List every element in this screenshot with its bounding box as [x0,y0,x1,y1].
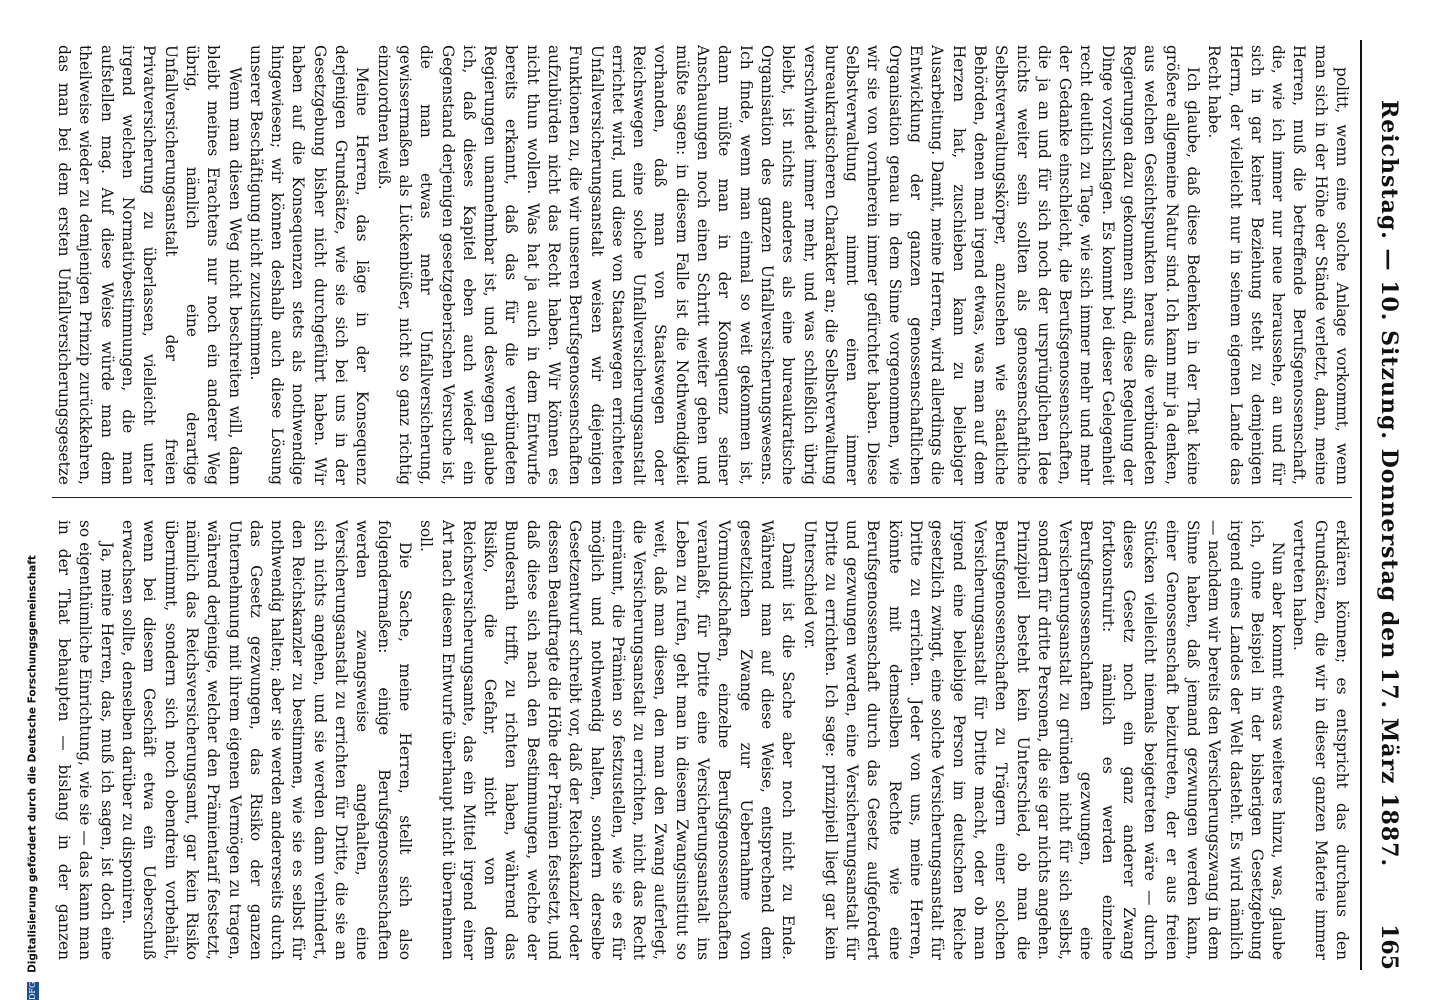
right-column [52,520,1352,960]
page-header [1372,40,1402,970]
left-column [52,45,1352,485]
paragraph: Wenn man diesen Weg nicht beschreiten will, dann bleibt meines Erachtens nur noch ein anderer Weg übrig, nämlich eine derartige Unfallversicherungsanstalt der freien Privatversicherung zu überlassen, vielleicht unter irgend welchen Normativbestimmungen, die man aufstellen mag. Auf diese Weise würde man dem theilweise wieder zu demjenigen Prinzip zurückkehren, das man bei dem ersten Unfallversicherungsgesetze [55,45,244,485]
paragraph: Die Sache, meine Herren, stellt sich also folgendermaßen: einige Berufsgenossenschaften werden zwangsweise angehalten, eine Versicherungsanstalt zu errichten für Dritte, die sie an sich nichts angehen, und sie werden dann verhindert, den Reichskanzler zu bestimmen, wie sie es selbst für nothwendig halten; aber sie werden andererseits durch das Gesetz gezwungen, das Risiko der ganzen Unternehmung mit ihrem eigenen Vermögen zu tragen, während derjenige, welcher den Prämientarif festsetzt, nämlich das Reichsversicherungsamt, gar kein Risiko übernimmt, sondern sich noch obendrein vorbehält, wenn bei diesem Geschäft etwa ein Ueberschuß erwachsen sollte, denselben darüber zu disponiren. [119,520,414,960]
column-divider [52,497,1352,498]
dfg-logo: DFG [27,981,37,1000]
header-rule [1360,40,1362,970]
paragraph: Ich glaube, daß diese Bedenken in der That keine größere allgemeine Natur sind. Ich kann mir ja denken, aus welchen Gesichtspunkten heraus die verbündeten Regierungen dazu gekommen sind, diese Regelung der Dinge vorzuschlagen. Es kommt bei dieser Gelegenheit recht deutlich zu Tage, wie sich immer mehr und mehr der Gedanke einschleicht, die Berufsgenossenschaften, die ja an und für sich noch der ursprünglichen Idee nichts weiter sein sollten als genossenschaftliche Selbstverwaltungskörper, anzusehen wie staatliche Behörden, denen man irgend etwas, was man auf dem Herzen hat, zuschieben kann zu beliebiger Ausarbeitung. Damit, meine Herren, wird allerdings die Entwicklung der ganzen genossenschaftlichen Organisation genau in dem Sinne vorgenommen, wie wir sie von vornherein immer gefürchtet haben. Diese Selbstverwaltung nimmt einen immer bureaukratischeren Charakter an; die Selbstverwaltung verschwindet immer mehr, und was schließlich übrig bleibt, ist nichts anderes als eine bureaukratische Organisation des ganzen Unfallversicherungswesens. Ich finde, wenn man einmal so weit gekommen ist, dann müßte man in der Konsequenz seiner Anschauungen noch einen Schritt weiter gehen und müßte sagen: in diesem Falle ist die Nothwendigkeit vorhanden, daß man von Staatswegen oder Reichswegen eine solche Unfallversicherungsanstalt errichtet wird, und diese von Staatswegen errichteten Unfallversicherungsanstalt weisen wir diejenigen Funktionen zu, die wir unseren Berufsgenossenschaften aufzubürden nicht das Recht haben. Wir können es nicht thun wollen. Was hat ja auch in dem Entwurfe bereits erkannt, daß das für die verbündeten Regierungen unannehmbar ist, und deswegen glaube ich, daß dieses Kapitel eben auch wieder ein Gegenstand derjenigen gesetzgeberischen Versuche ist, die man etwas mehr Unfallversicherung, gewissermaßen als Lückenbüßer, nicht so ganz richtig einzuordnen weiß. [374,45,1202,485]
page-number: 165 [1376,924,1402,970]
paragraph: politt, wenn eine solche Anlage vorkommt, wenn man sich in der Höhe der Stände verletzt, dann, meine Herren, muß die betreffende Berufsgenossenschaft, die, wie ich immer nur neue heraussehe, an und für sich in gar keiner Beziehung steht zu demjenigen Herrn, der vielleicht nur in seinem eigenen Lande das Recht habe. [1205,45,1351,485]
paragraph: Ja, meine Herren, das, muß ich sagen, ist doch eine so eigenthümliche Einrichtung, wie sie — das kann man in der That behaupten — bislang in der ganzen [55,520,116,960]
footer-credit: Digitalisierung gefördert durch die Deutsche Forschungsgemeinschaft [26,555,39,973]
footer [22,0,42,1000]
paragraph: erklären können; es entspricht das durchaus den Grundsätzen, die wir in dieser ganzen Materie immer vertreten haben. [1290,520,1351,960]
paragraph: Damit ist die Sache aber noch nicht zu Ende. Während man auf diese Weise, entsprechend dem gesetzlichen Zwange zur Uebernahme von Vormundschaften, einzelne Berufsgenossenschaften veranlaßt, für Dritte eine Versicherungsanstalt ins Leben zu rufen, geht man in diesem Zwangsinstitut so weit, daß man diesen, den man den Zwang auferlegt, die Versicherungsanstalt zu errichten, nicht das Recht einräumt, die Prämien so festzustellen, wie sie es für möglich und nothwendig halten, sondern derselbe Gesetzentwurf schreibt vor, daß der Reichskanzler oder dessen Beauftragte die Höhe der Prämien festsetzt, und daß diese sich nach den Bestimmungen, welche der Bundesrath trifft, zu richten haben, während das Risiko, die Gefahr, nicht von dem Reichsversicherungsamte, das ein Mittel irgend einer Art nach diesem Entwurfe überhaupt nicht übernehmen soll. [417,520,798,960]
paragraph: Meine Herren, das läge in der Konsequenz derjenigen Grundsätze, wie sie sich bei uns in der Gesetzgebung bisher nicht durchgeführt haben. Wir haben auf die Konsequenzen stets als nothwendige hingewiesen; wir können deshalb auch diese Lösung unserer Beschäftigung nicht zuzustimmen. [246,45,372,485]
paragraph: Nun aber kommt etwas weiteres hinzu, was, glaube ich, ohne Beispiel in der bisherigen Gesetzgebung irgend eines Landes der Welt dasteht. Es wird nämlich — nachdem wir bereits den Versicherungszwang in dem Sinne haben, daß jemand gezwungen werden kann, einer Genossenschaft beizutreten, der er aus freien Stücken vielleicht niemals beigetreten wäre — durch dieses Gesetz noch ein ganz anderer Zwang fortkonstruirt: nämlich es werden einzelne Berufsgenossenschaften gezwungen, eine Versicherungsanstalt zu gründen nicht für sich selbst, sondern für dritte Personen, die sie gar nichts angehen. Prinzipiell besteht kein Unterschied, ob man die Berufsgenossenschaften zu Trägern einer solchen Versicherungsanstalt für Dritte macht, oder ob man irgend eine beliebige Person im deutschen Reiche gesetzlich zwingt, eine solche Versicherungsanstalt für Dritte zu errichten. Jeder von uns, meine Herren, könnte mit demselben Rechte wie eine Berufsgenossenschaft durch das Gesetz aufgefordert und gezwungen werden, eine Versicherungsanstalt für Dritte zu errichten. Ich sage: prinzipiell liegt gar kein Unterschied vor. [800,520,1288,960]
running-title: Reichstag. — 10. Sitzung. Donnerstag den 17. März 1887. [1376,100,1402,868]
